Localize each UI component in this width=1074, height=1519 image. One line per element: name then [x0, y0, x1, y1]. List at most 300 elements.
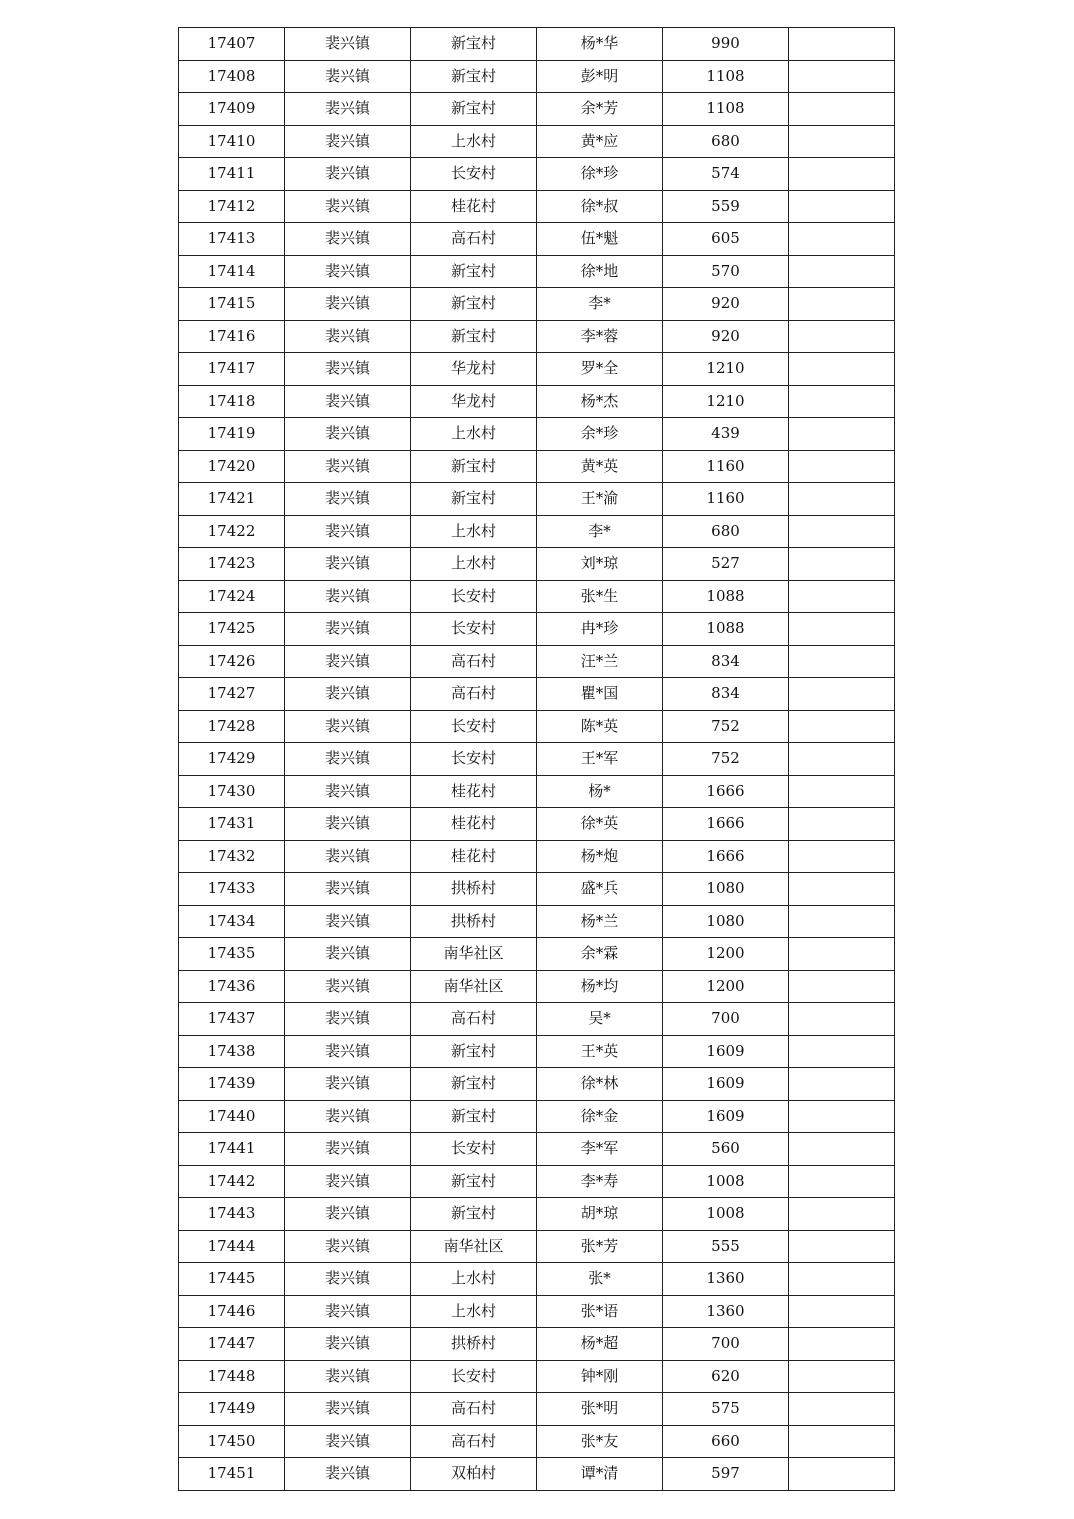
village-cell: 长安村 [411, 1360, 537, 1393]
note-cell [789, 710, 895, 743]
row-id-cell: 17442 [179, 1165, 285, 1198]
village-cell: 新宝村 [411, 255, 537, 288]
table-row [179, 1295, 895, 1328]
note-cell [789, 255, 895, 288]
name-cell: 杨*炮 [537, 840, 663, 873]
name-cell: 徐*英 [537, 808, 663, 841]
town-cell: 裴兴镇 [285, 158, 411, 191]
name-cell: 余*珍 [537, 418, 663, 451]
note-cell [789, 158, 895, 191]
amount-cell: 570 [663, 255, 789, 288]
amount-cell: 1609 [663, 1068, 789, 1101]
note-cell [789, 938, 895, 971]
table-row [179, 645, 895, 678]
name-cell: 罗*全 [537, 353, 663, 386]
table-row [179, 255, 895, 288]
table-row [179, 1360, 895, 1393]
amount-cell: 1609 [663, 1100, 789, 1133]
name-cell: 徐*林 [537, 1068, 663, 1101]
row-id-cell: 17446 [179, 1295, 285, 1328]
village-cell: 新宝村 [411, 60, 537, 93]
note-cell [789, 223, 895, 256]
town-cell: 裴兴镇 [285, 743, 411, 776]
village-cell: 新宝村 [411, 1198, 537, 1231]
village-cell: 长安村 [411, 1133, 537, 1166]
town-cell: 裴兴镇 [285, 1328, 411, 1361]
amount-cell: 1200 [663, 970, 789, 1003]
row-id-cell: 17419 [179, 418, 285, 451]
table-row [179, 450, 895, 483]
table-row [179, 840, 895, 873]
table-row [179, 873, 895, 906]
town-cell: 裴兴镇 [285, 613, 411, 646]
note-cell [789, 450, 895, 483]
row-id-cell: 17435 [179, 938, 285, 971]
table-row [179, 385, 895, 418]
amount-cell: 1008 [663, 1198, 789, 1231]
amount-cell: 680 [663, 515, 789, 548]
village-cell: 长安村 [411, 613, 537, 646]
name-cell: 张*明 [537, 1393, 663, 1426]
amount-cell: 1666 [663, 808, 789, 841]
amount-cell: 1080 [663, 873, 789, 906]
town-cell: 裴兴镇 [285, 288, 411, 321]
village-cell: 新宝村 [411, 93, 537, 126]
town-cell: 裴兴镇 [285, 970, 411, 1003]
row-id-cell: 17430 [179, 775, 285, 808]
table-row [179, 1100, 895, 1133]
note-cell [789, 613, 895, 646]
note-cell [789, 678, 895, 711]
name-cell: 杨*华 [537, 28, 663, 61]
amount-cell: 1108 [663, 60, 789, 93]
row-id-cell: 17437 [179, 1003, 285, 1036]
row-id-cell: 17450 [179, 1425, 285, 1458]
table-row [179, 353, 895, 386]
village-cell: 上水村 [411, 548, 537, 581]
town-cell: 裴兴镇 [285, 1035, 411, 1068]
town-cell: 裴兴镇 [285, 223, 411, 256]
village-cell: 高石村 [411, 1003, 537, 1036]
row-id-cell: 17436 [179, 970, 285, 1003]
town-cell: 裴兴镇 [285, 125, 411, 158]
village-cell: 新宝村 [411, 450, 537, 483]
name-cell: 徐*地 [537, 255, 663, 288]
row-id-cell: 17407 [179, 28, 285, 61]
town-cell: 裴兴镇 [285, 255, 411, 288]
name-cell: 胡*琼 [537, 1198, 663, 1231]
town-cell: 裴兴镇 [285, 840, 411, 873]
village-cell: 长安村 [411, 743, 537, 776]
village-cell: 桂花村 [411, 808, 537, 841]
table-row [179, 1230, 895, 1263]
village-cell: 南华社区 [411, 1230, 537, 1263]
note-cell [789, 1328, 895, 1361]
name-cell: 杨*杰 [537, 385, 663, 418]
name-cell: 谭*清 [537, 1458, 663, 1491]
village-cell: 长安村 [411, 158, 537, 191]
note-cell [789, 1263, 895, 1296]
table-row [179, 1458, 895, 1491]
note-cell [789, 483, 895, 516]
row-id-cell: 17444 [179, 1230, 285, 1263]
name-cell: 王*英 [537, 1035, 663, 1068]
row-id-cell: 17447 [179, 1328, 285, 1361]
row-id-cell: 17423 [179, 548, 285, 581]
name-cell: 吴* [537, 1003, 663, 1036]
row-id-cell: 17443 [179, 1198, 285, 1231]
village-cell: 新宝村 [411, 1035, 537, 1068]
row-id-cell: 17432 [179, 840, 285, 873]
table-row [179, 678, 895, 711]
note-cell [789, 1165, 895, 1198]
name-cell: 张*语 [537, 1295, 663, 1328]
amount-cell: 752 [663, 743, 789, 776]
town-cell: 裴兴镇 [285, 548, 411, 581]
row-id-cell: 17414 [179, 255, 285, 288]
town-cell: 裴兴镇 [285, 190, 411, 223]
row-id-cell: 17409 [179, 93, 285, 126]
amount-cell: 1666 [663, 775, 789, 808]
name-cell: 徐*珍 [537, 158, 663, 191]
note-cell [789, 808, 895, 841]
town-cell: 裴兴镇 [285, 1263, 411, 1296]
town-cell: 裴兴镇 [285, 515, 411, 548]
name-cell: 伍*魁 [537, 223, 663, 256]
town-cell: 裴兴镇 [285, 1425, 411, 1458]
table-row [179, 60, 895, 93]
row-id-cell: 17412 [179, 190, 285, 223]
table-row [179, 613, 895, 646]
name-cell: 黄*应 [537, 125, 663, 158]
table-row [179, 710, 895, 743]
amount-cell: 700 [663, 1003, 789, 1036]
village-cell: 南华社区 [411, 970, 537, 1003]
village-cell: 高石村 [411, 223, 537, 256]
note-cell [789, 970, 895, 1003]
amount-cell: 559 [663, 190, 789, 223]
row-id-cell: 17440 [179, 1100, 285, 1133]
name-cell: 杨*超 [537, 1328, 663, 1361]
row-id-cell: 17410 [179, 125, 285, 158]
note-cell [789, 125, 895, 158]
row-id-cell: 17434 [179, 905, 285, 938]
table-row [179, 223, 895, 256]
village-cell: 南华社区 [411, 938, 537, 971]
note-cell [789, 1295, 895, 1328]
village-cell: 新宝村 [411, 320, 537, 353]
town-cell: 裴兴镇 [285, 1165, 411, 1198]
row-id-cell: 17420 [179, 450, 285, 483]
name-cell: 王*军 [537, 743, 663, 776]
name-cell: 张*生 [537, 580, 663, 613]
name-cell: 余*芳 [537, 93, 663, 126]
amount-cell: 1360 [663, 1295, 789, 1328]
village-cell: 拱桥村 [411, 873, 537, 906]
row-id-cell: 17425 [179, 613, 285, 646]
row-id-cell: 17431 [179, 808, 285, 841]
table-row [179, 1003, 895, 1036]
village-cell: 上水村 [411, 515, 537, 548]
town-cell: 裴兴镇 [285, 710, 411, 743]
name-cell: 钟*刚 [537, 1360, 663, 1393]
town-cell: 裴兴镇 [285, 353, 411, 386]
note-cell [789, 93, 895, 126]
row-id-cell: 17416 [179, 320, 285, 353]
note-cell [789, 775, 895, 808]
row-id-cell: 17426 [179, 645, 285, 678]
town-cell: 裴兴镇 [285, 93, 411, 126]
row-id-cell: 17418 [179, 385, 285, 418]
note-cell [789, 580, 895, 613]
village-cell: 高石村 [411, 1393, 537, 1426]
table-row [179, 580, 895, 613]
row-id-cell: 17408 [179, 60, 285, 93]
town-cell: 裴兴镇 [285, 28, 411, 61]
row-id-cell: 17445 [179, 1263, 285, 1296]
note-cell [789, 1035, 895, 1068]
note-cell [789, 288, 895, 321]
village-cell: 长安村 [411, 580, 537, 613]
row-id-cell: 17422 [179, 515, 285, 548]
name-cell: 张* [537, 1263, 663, 1296]
name-cell: 徐*叔 [537, 190, 663, 223]
note-cell [789, 320, 895, 353]
village-cell: 桂花村 [411, 775, 537, 808]
roster-table [178, 27, 895, 1491]
row-id-cell: 17427 [179, 678, 285, 711]
village-cell: 长安村 [411, 710, 537, 743]
note-cell [789, 548, 895, 581]
amount-cell: 1088 [663, 613, 789, 646]
table-row [179, 905, 895, 938]
amount-cell: 605 [663, 223, 789, 256]
name-cell: 黄*英 [537, 450, 663, 483]
name-cell: 盛*兵 [537, 873, 663, 906]
town-cell: 裴兴镇 [285, 580, 411, 613]
village-cell: 上水村 [411, 418, 537, 451]
name-cell: 李* [537, 288, 663, 321]
table-row [179, 1328, 895, 1361]
name-cell: 刘*琼 [537, 548, 663, 581]
amount-cell: 1160 [663, 450, 789, 483]
amount-cell: 1210 [663, 353, 789, 386]
name-cell: 瞿*国 [537, 678, 663, 711]
note-cell [789, 385, 895, 418]
note-cell [789, 645, 895, 678]
village-cell: 上水村 [411, 125, 537, 158]
name-cell: 徐*金 [537, 1100, 663, 1133]
village-cell: 上水村 [411, 1295, 537, 1328]
amount-cell: 1008 [663, 1165, 789, 1198]
amount-cell: 527 [663, 548, 789, 581]
amount-cell: 439 [663, 418, 789, 451]
town-cell: 裴兴镇 [285, 645, 411, 678]
name-cell: 杨*均 [537, 970, 663, 1003]
amount-cell: 1160 [663, 483, 789, 516]
town-cell: 裴兴镇 [285, 1133, 411, 1166]
note-cell [789, 515, 895, 548]
row-id-cell: 17441 [179, 1133, 285, 1166]
town-cell: 裴兴镇 [285, 938, 411, 971]
town-cell: 裴兴镇 [285, 418, 411, 451]
table-row [179, 970, 895, 1003]
table-row [179, 1133, 895, 1166]
note-cell [789, 190, 895, 223]
town-cell: 裴兴镇 [285, 1458, 411, 1491]
amount-cell: 1609 [663, 1035, 789, 1068]
table-row [179, 190, 895, 223]
name-cell: 王*渝 [537, 483, 663, 516]
roster-table-body [179, 28, 895, 1491]
row-id-cell: 17413 [179, 223, 285, 256]
row-id-cell: 17449 [179, 1393, 285, 1426]
table-row [179, 28, 895, 61]
table-row [179, 808, 895, 841]
note-cell [789, 743, 895, 776]
table-row [179, 1068, 895, 1101]
table-row [179, 548, 895, 581]
village-cell: 新宝村 [411, 1100, 537, 1133]
table-row [179, 743, 895, 776]
name-cell: 彭*明 [537, 60, 663, 93]
town-cell: 裴兴镇 [285, 1295, 411, 1328]
row-id-cell: 17428 [179, 710, 285, 743]
row-id-cell: 17439 [179, 1068, 285, 1101]
village-cell: 高石村 [411, 678, 537, 711]
amount-cell: 574 [663, 158, 789, 191]
amount-cell: 597 [663, 1458, 789, 1491]
town-cell: 裴兴镇 [285, 60, 411, 93]
village-cell: 上水村 [411, 1263, 537, 1296]
town-cell: 裴兴镇 [285, 1393, 411, 1426]
table-row [179, 418, 895, 451]
note-cell [789, 60, 895, 93]
note-cell [789, 840, 895, 873]
name-cell: 汪*兰 [537, 645, 663, 678]
table-row [179, 515, 895, 548]
amount-cell: 1360 [663, 1263, 789, 1296]
village-cell: 高石村 [411, 645, 537, 678]
note-cell [789, 1003, 895, 1036]
town-cell: 裴兴镇 [285, 775, 411, 808]
town-cell: 裴兴镇 [285, 450, 411, 483]
amount-cell: 1666 [663, 840, 789, 873]
name-cell: 余*霖 [537, 938, 663, 971]
village-cell: 拱桥村 [411, 1328, 537, 1361]
row-id-cell: 17411 [179, 158, 285, 191]
note-cell [789, 873, 895, 906]
town-cell: 裴兴镇 [285, 1198, 411, 1231]
village-cell: 新宝村 [411, 288, 537, 321]
name-cell: 张*友 [537, 1425, 663, 1458]
note-cell [789, 28, 895, 61]
name-cell: 陈*英 [537, 710, 663, 743]
town-cell: 裴兴镇 [285, 483, 411, 516]
village-cell: 华龙村 [411, 353, 537, 386]
town-cell: 裴兴镇 [285, 1003, 411, 1036]
amount-cell: 920 [663, 288, 789, 321]
document-page [178, 27, 894, 1491]
village-cell: 新宝村 [411, 1068, 537, 1101]
name-cell: 李*军 [537, 1133, 663, 1166]
row-id-cell: 17421 [179, 483, 285, 516]
table-row [179, 158, 895, 191]
table-row [179, 320, 895, 353]
amount-cell: 680 [663, 125, 789, 158]
row-id-cell: 17424 [179, 580, 285, 613]
table-row [179, 483, 895, 516]
name-cell: 张*芳 [537, 1230, 663, 1263]
table-row [179, 1393, 895, 1426]
town-cell: 裴兴镇 [285, 1360, 411, 1393]
note-cell [789, 1133, 895, 1166]
town-cell: 裴兴镇 [285, 1068, 411, 1101]
row-id-cell: 17448 [179, 1360, 285, 1393]
village-cell: 新宝村 [411, 28, 537, 61]
name-cell: 李* [537, 515, 663, 548]
table-row [179, 938, 895, 971]
name-cell: 杨*兰 [537, 905, 663, 938]
village-cell: 华龙村 [411, 385, 537, 418]
table-row [179, 1035, 895, 1068]
note-cell [789, 1360, 895, 1393]
amount-cell: 1108 [663, 93, 789, 126]
amount-cell: 700 [663, 1328, 789, 1361]
note-cell [789, 353, 895, 386]
amount-cell: 752 [663, 710, 789, 743]
town-cell: 裴兴镇 [285, 678, 411, 711]
amount-cell: 834 [663, 678, 789, 711]
village-cell: 新宝村 [411, 483, 537, 516]
amount-cell: 1210 [663, 385, 789, 418]
amount-cell: 834 [663, 645, 789, 678]
note-cell [789, 905, 895, 938]
town-cell: 裴兴镇 [285, 385, 411, 418]
amount-cell: 1088 [663, 580, 789, 613]
village-cell: 双柏村 [411, 1458, 537, 1491]
row-id-cell: 17433 [179, 873, 285, 906]
amount-cell: 990 [663, 28, 789, 61]
table-row [179, 1425, 895, 1458]
table-row [179, 1198, 895, 1231]
table-row [179, 125, 895, 158]
amount-cell: 555 [663, 1230, 789, 1263]
amount-cell: 620 [663, 1360, 789, 1393]
table-row [179, 1263, 895, 1296]
note-cell [789, 1230, 895, 1263]
row-id-cell: 17451 [179, 1458, 285, 1491]
town-cell: 裴兴镇 [285, 873, 411, 906]
village-cell: 高石村 [411, 1425, 537, 1458]
village-cell: 新宝村 [411, 1165, 537, 1198]
note-cell [789, 418, 895, 451]
town-cell: 裴兴镇 [285, 320, 411, 353]
table-row [179, 1165, 895, 1198]
town-cell: 裴兴镇 [285, 1100, 411, 1133]
amount-cell: 575 [663, 1393, 789, 1426]
village-cell: 拱桥村 [411, 905, 537, 938]
note-cell [789, 1198, 895, 1231]
amount-cell: 1080 [663, 905, 789, 938]
name-cell: 李*蓉 [537, 320, 663, 353]
town-cell: 裴兴镇 [285, 808, 411, 841]
row-id-cell: 17417 [179, 353, 285, 386]
amount-cell: 1200 [663, 938, 789, 971]
note-cell [789, 1068, 895, 1101]
table-row [179, 93, 895, 126]
note-cell [789, 1425, 895, 1458]
